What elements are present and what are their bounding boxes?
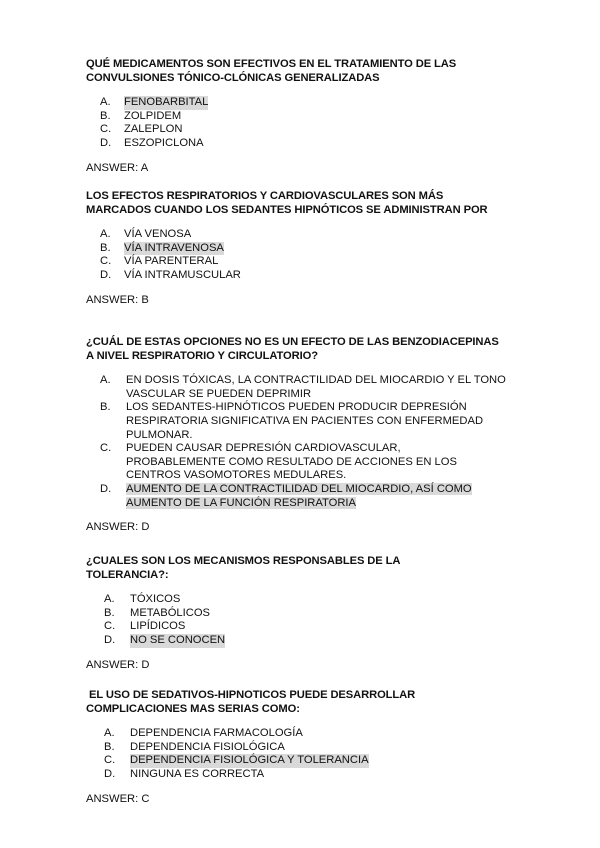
question-text: LOS EFECTOS RESPIRATORIOS Y CARDIOVASCULARES SON MÁS MARCADOS CUANDO LOS SEDANTES HIPNÓTICOS SE ADMINISTRAN POR (86, 190, 488, 216)
option-c (86, 123, 526, 137)
question-text: QUÉ MEDICAMENTOS SON EFECTIVOS EN EL TRATAMIENTO DE LAS CONVULSIONES TÓNICO-CLÓNICAS GENERALIZADAS (86, 58, 457, 84)
option-letter: C. (100, 442, 112, 455)
question-block-3 (86, 336, 526, 535)
answer-text: ANSWER: D (86, 521, 150, 534)
question-block-2 (86, 190, 526, 307)
options-list (86, 593, 526, 647)
option-text: ZOLPIDEM (124, 109, 182, 122)
option-letter: B. (100, 109, 111, 122)
option-d (86, 269, 526, 283)
options-list (86, 727, 526, 781)
question-block-4 (86, 555, 526, 672)
option-a (86, 593, 526, 607)
option-c (86, 754, 526, 768)
option-text: VÍA VENOSA (124, 228, 192, 241)
option-text: FENOBARBITAL (124, 96, 209, 109)
option-letter: B. (104, 606, 115, 619)
option-text: AUMENTO DE LA CONTRACTILIDAD DEL MIOCARDIO, ASÍ COMO AUMENTO DE LA FUNCIÓN RESPIRATORIA (126, 482, 472, 509)
option-d (86, 634, 526, 648)
option-d (86, 768, 526, 782)
answer-text: ANSWER: A (86, 161, 149, 174)
option-text: EN DOSIS TÓXICAS, LA CONTRACTILIDAD DEL MIOCARDIO Y EL TONO VASCULAR SE PUEDEN DEPRIMIR (126, 374, 506, 400)
option-letter: C. (104, 754, 116, 767)
question-text: ¿CUALES SON LOS MECANISMOS RESPONSABLES DE LA TOLERANCIA?: (86, 555, 400, 581)
option-a (86, 228, 526, 242)
option-text: TÓXICOS (130, 593, 181, 606)
option-text: VÍA INTRAVENOSA (124, 241, 224, 254)
question-text: EL USO DE SEDATIVOS-HIPNOTICOS PUEDE DESARROLLAR COMPLICACIONES MAS SERIAS COMO: (86, 689, 419, 715)
option-text: PUEDEN CAUSAR DEPRESIÓN CARDIOVASCULAR, PROBABLEMENTE COMO RESULTADO DE ACCIONES EN LOS CENTROS VASOMOTORES MEDULARES. (126, 442, 457, 482)
answer-text: ANSWER: B (86, 293, 149, 306)
option-b (86, 607, 526, 621)
option-letter: D. (100, 268, 112, 281)
option-letter: A. (104, 727, 115, 740)
option-text: NINGUNA ES CORRECTA (130, 767, 265, 780)
option-text: METABÓLICOS (130, 606, 210, 619)
option-text: ESZOPICLONA (124, 136, 204, 149)
option-letter: C. (104, 620, 116, 633)
option-text: DEPENDENCIA FISIOLÓGICA (130, 740, 285, 753)
option-text: DEPENDENCIA FARMACOLOGÍA (130, 727, 303, 740)
option-a (86, 96, 526, 110)
answer-text: ANSWER: D (86, 658, 150, 671)
option-letter: D. (104, 633, 116, 646)
option-b (86, 242, 526, 256)
option-a (86, 374, 526, 401)
answer-text: ANSWER: C (86, 792, 150, 805)
option-text: ZALEPLON (124, 123, 183, 136)
option-b (86, 401, 526, 442)
option-d (86, 137, 526, 151)
option-c (86, 620, 526, 634)
option-b (86, 110, 526, 124)
option-d (86, 483, 526, 510)
options-list (86, 228, 526, 282)
options-list (86, 374, 526, 510)
option-text: LOS SEDANTES-HIPNÓTICOS PUEDEN PRODUCIR DEPRESIÓN RESPIRATORIA SIGNIFICATIVA EN PACIENTES CON ENFERMEDAD PULMONAR. (126, 401, 484, 441)
option-letter: A. (100, 374, 111, 387)
option-letter: D. (100, 482, 112, 495)
option-text: NO SE CONOCEN (130, 633, 226, 646)
option-letter: C. (100, 123, 112, 136)
option-letter: D. (104, 767, 116, 780)
question-block-5 (86, 689, 526, 806)
option-text: VÍA INTRAMUSCULAR (124, 268, 241, 281)
option-letter: A. (100, 96, 111, 109)
option-letter: A. (104, 593, 115, 606)
option-a (86, 727, 526, 741)
option-text: DEPENDENCIA FISIOLÓGICA Y TOLERANCIA (130, 754, 369, 767)
question-block-1 (86, 58, 526, 175)
option-text: LIPÍDICOS (130, 620, 186, 633)
option-letter: B. (100, 401, 111, 414)
question-text: ¿CUÁL DE ESTAS OPCIONES NO ES UN EFECTO DE LAS BENZODIACEPINAS A NIVEL RESPIRATORIO Y CIRCULATORIO? (86, 336, 499, 362)
option-b (86, 741, 526, 755)
option-letter: D. (100, 136, 112, 149)
option-letter: A. (100, 228, 111, 241)
option-letter: B. (104, 740, 115, 753)
option-c (86, 255, 526, 269)
options-list (86, 96, 526, 150)
option-text: VÍA PARENTERAL (124, 255, 219, 268)
option-letter: C. (100, 255, 112, 268)
option-letter: B. (100, 241, 111, 254)
option-c (86, 442, 526, 483)
